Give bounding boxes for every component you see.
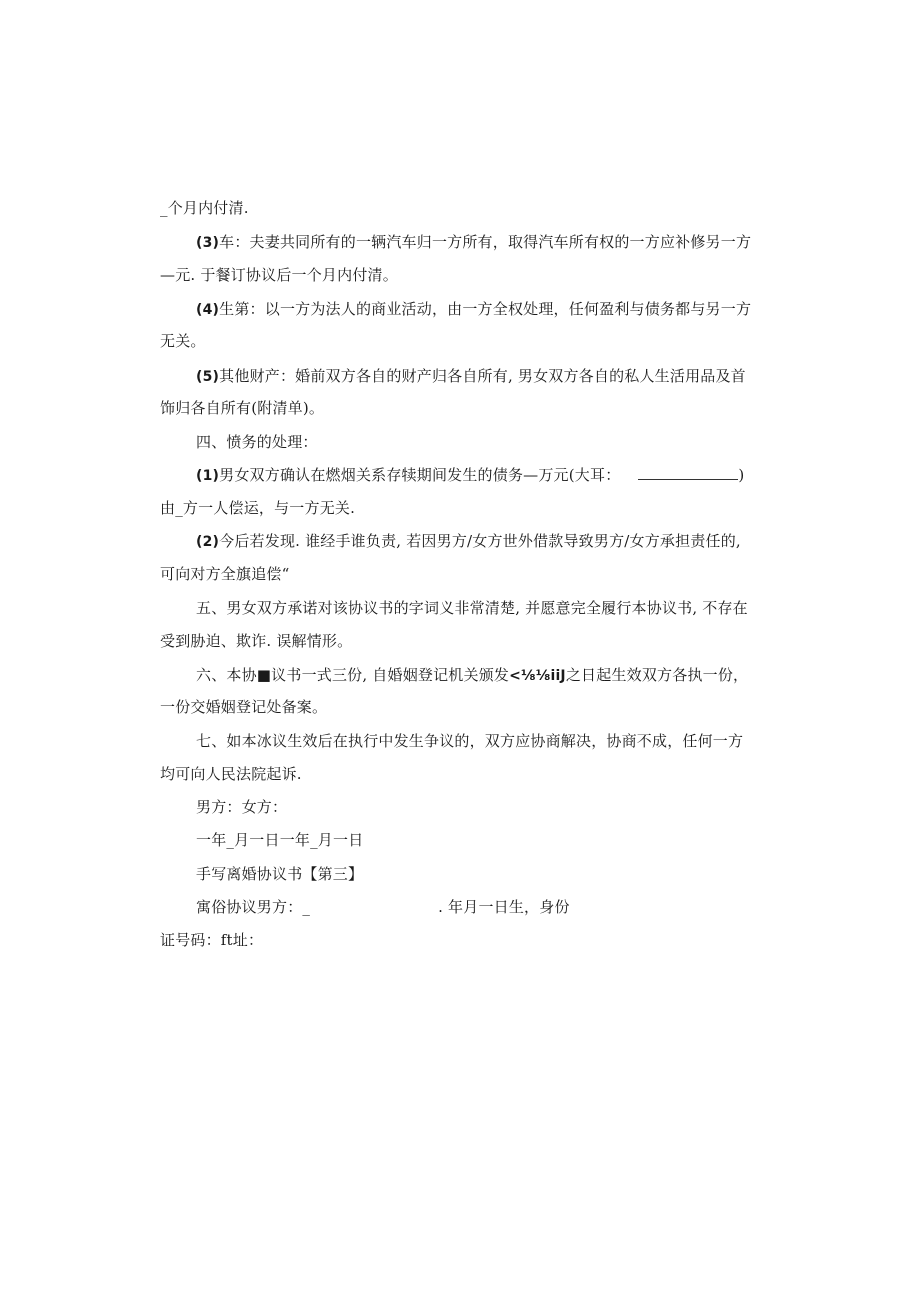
line-text: _个月内付清. [160, 199, 249, 217]
item-number: (5) [196, 369, 220, 385]
line-text: ) [738, 466, 745, 484]
line-text: 四、愤务的处理： [196, 433, 318, 451]
paragraph-line [196, 465, 744, 486]
paragraph-line [196, 665, 748, 686]
paragraph-line [160, 265, 398, 285]
paragraph-line [160, 564, 289, 584]
paragraph-line [196, 366, 746, 387]
line-text: 均可向人民法院起诉. [160, 765, 302, 783]
line-text: 今后若发现. 谁经手谁负责, 若因男方/女方世外借款导致男方/女方承担责任的, [219, 532, 741, 550]
line-text: 男方：女方： [196, 798, 288, 816]
line-text: 由_方一人偿运，与一方无关. [160, 499, 356, 517]
paragraph-line [196, 232, 751, 253]
line-text: 五、男女双方承诺对该协议书的字词义非常清楚, 并愿意完全履行本协议书, 不存在 [196, 599, 748, 617]
line-text: 受到胁迫、欺诈. 误解情形。 [160, 632, 353, 650]
line-text: 饰归各自所有(附清单)。 [160, 399, 325, 417]
line-text: 寓俗协议男方：_ [196, 898, 311, 916]
line-text: 手写离婚协议书【第三】 [196, 865, 364, 883]
item-number: (4) [196, 302, 220, 318]
document-subtitle [196, 864, 363, 884]
fill-in-blank [638, 465, 738, 480]
paragraph-line [160, 398, 324, 418]
item-number: (2) [196, 534, 220, 550]
item-number: (3) [196, 235, 220, 251]
paragraph-line [196, 598, 748, 618]
line-text: —元. 于餐订协议后一个月内付清。 [160, 266, 398, 284]
line-text: 其他财产：婚前双方各自的财产归各自所有, 男女双方各自的私人生活用品及首 [219, 367, 746, 385]
paragraph-line [160, 331, 206, 351]
paragraph-line [160, 498, 355, 518]
line-text: 七、如本冰议生效后在执行中发生争议的，双方应协商解决，协商不成，任何一方 [196, 732, 744, 750]
paragraph-line [160, 764, 302, 784]
paragraph-line [160, 631, 352, 651]
line-text: 一年_月一日一年_月一日 [196, 831, 364, 849]
paragraph-line [196, 897, 570, 917]
paragraph-line [160, 198, 249, 218]
paragraph-line [160, 930, 263, 950]
paragraph-line [160, 697, 327, 717]
item-number: (1) [196, 468, 220, 484]
signature-line [196, 797, 287, 817]
section-heading [196, 432, 318, 452]
line-text: 一份交婚姻登记处备案。 [160, 698, 328, 716]
paragraph-line [196, 531, 741, 552]
line-text: 车：夫妻共同所有的一辆汽车归一方所有，取得汽车所有权的一方应补修另一方 [219, 233, 752, 251]
line-text: 证号码：ft址： [160, 931, 264, 949]
paragraph-line [196, 299, 751, 320]
line-text: 六、本协■议书一式三份, 自婚姻登记机关颁发 [196, 666, 510, 684]
line-text: 无关。 [160, 332, 206, 350]
line-text: . 年月一日生，身份 [438, 898, 570, 916]
line-text: 生第：以一方为法人的商业活动，由一方全权处理，任何盈利与债务都与另一方 [219, 300, 752, 318]
paragraph-line [196, 731, 743, 751]
line-text: 之日起生效双方各执一份， [565, 666, 749, 684]
line-text: 男女双方确认在燃烟关系存犊期间发生的债务—万元(大耳： [219, 466, 621, 484]
line-text: 可向对方全旗追偿“ [160, 565, 290, 583]
garbled-text: <⅛⅛iiJ [509, 668, 566, 684]
date-line [196, 830, 363, 850]
